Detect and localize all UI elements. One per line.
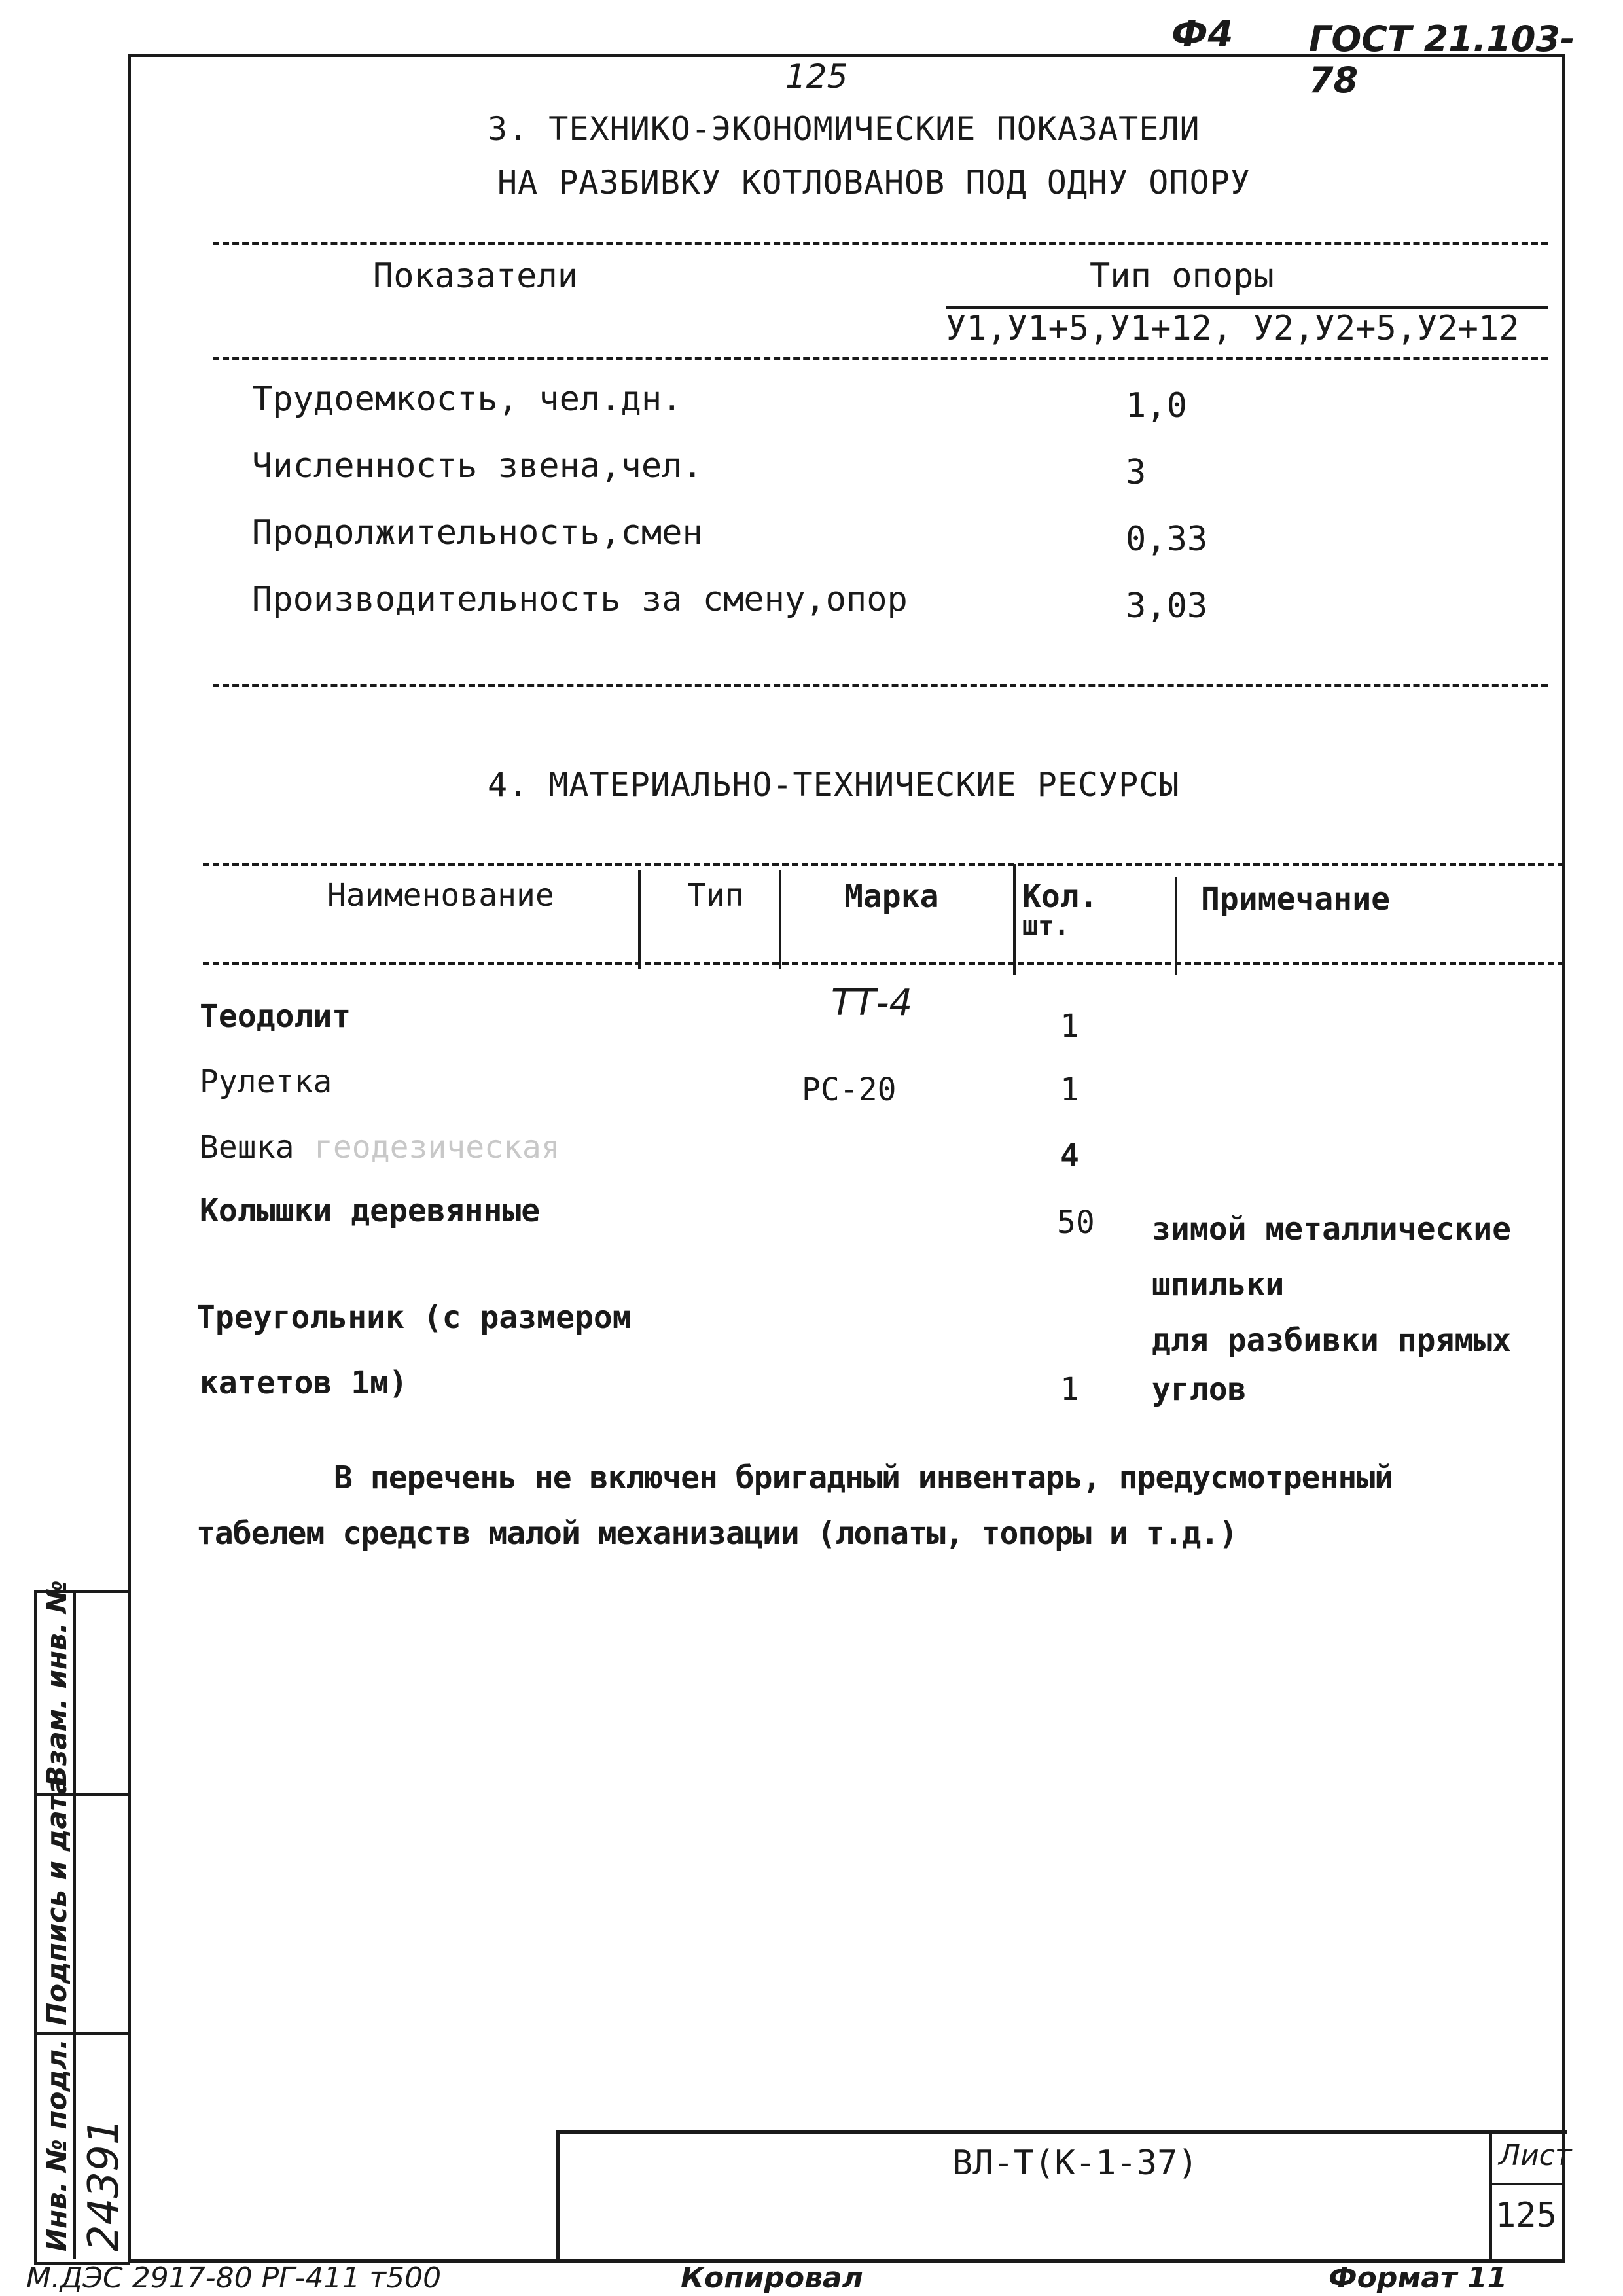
side-archive-row-divider <box>34 2032 128 2035</box>
footer-copied-label: Копировал <box>681 2261 863 2295</box>
table3-header-type-sub: У1,У1+5,У1+12, У2,У2+5,У2+12 <box>946 309 1520 348</box>
table3-header-dash <box>213 357 1548 360</box>
table4-row-note-cont: шпильки <box>1152 1266 1285 1303</box>
table3-row-value: 3,03 <box>1126 586 1208 626</box>
side-archive-column-divider <box>73 1590 76 2259</box>
table3-row-label: Трудоемкость, чел.дн. <box>252 380 683 419</box>
side-inv-original-label: Инв. № подл. <box>41 2039 73 2251</box>
table4-col-divider <box>638 870 641 969</box>
table3-row-label: Производительность за смену,опор <box>252 580 908 619</box>
table3-row-value: 1,0 <box>1126 386 1187 425</box>
side-signature-date-label: Подпись и дата <box>41 1776 73 2026</box>
table4-row-name: Треугольник (с размером <box>196 1299 632 1336</box>
table4-row-note: для разбивки прямых <box>1152 1322 1512 1359</box>
table4-col-divider <box>1175 877 1177 975</box>
stamp-sheet-label: Лист <box>1499 2139 1572 2172</box>
footer-format-label: Формат 11 <box>1329 2261 1508 2295</box>
footer-order-number: М.ДЭС 2917-80 РГ-411 т500 <box>26 2261 442 2295</box>
form-mark: Ф4 <box>1171 13 1234 56</box>
table4-col-divider <box>779 870 781 969</box>
handwritten-page-number: 125 <box>785 58 848 96</box>
side-replace-inv-label: Взам. инв. № <box>41 1580 73 1787</box>
table4-row-brand: РС-20 <box>802 1071 897 1108</box>
table3-row-value: 0,33 <box>1126 520 1208 559</box>
table3-row-label: Продолжительность,смен <box>252 513 703 552</box>
table4-row-name: Рулетка <box>200 1064 332 1100</box>
table4-header-note: Примечание <box>1201 881 1390 918</box>
table4-top-dash <box>203 863 1564 866</box>
table3-top-dash <box>213 242 1548 245</box>
gost-reference: ГОСТ 21.103-78 <box>1309 18 1575 101</box>
side-inv-number: 24391 <box>80 2118 128 2251</box>
table4-col-divider <box>1013 864 1016 975</box>
stamp-sheet-row-divider <box>1489 2183 1564 2185</box>
table4-row-qty: 1 <box>1060 1071 1079 1108</box>
table4-header-type: Тип <box>687 877 744 914</box>
table4-header-qty: Кол. <box>1022 878 1098 915</box>
table4-row-note: зимой металлические <box>1152 1211 1512 1247</box>
table3-bottom-dash <box>213 684 1548 687</box>
table4-row-qty: 4 <box>1060 1138 1079 1174</box>
table4-row-name: Вешка <box>200 1129 294 1166</box>
table4-row-qty: 1 <box>1060 1008 1079 1045</box>
footnote-line1: В перечень не включен бригадный инвентарь, предусмотренный <box>334 1460 1393 1496</box>
table4-row-qty: 1 <box>1060 1371 1079 1408</box>
stamp-document-code: ВЛ-Т(К-1-37) <box>952 2144 1198 2183</box>
table4-row-name: Колышки деревянные <box>200 1193 541 1229</box>
table4-row-qty: 50 <box>1057 1204 1095 1241</box>
table4-header-brand: Марка <box>844 878 939 915</box>
table4-row-note-cont: углов <box>1152 1371 1247 1408</box>
table4-header-dash <box>203 962 1564 965</box>
section3-title-line1: 3. ТЕХНИКО-ЭКОНОМИЧЕСКИЕ ПОКАЗАТЕЛИ <box>488 110 1200 148</box>
table3-row-value: 3 <box>1126 453 1147 492</box>
table4-header-qty-unit: шт. <box>1022 911 1070 941</box>
stamp-sheet-divider <box>1489 2130 1492 2259</box>
table4-row-name: Теодолит <box>200 998 351 1035</box>
frame-right-border <box>1562 54 1565 2259</box>
table4-row-name-faded: геодезическая <box>314 1129 560 1166</box>
footnote-line2: табелем средств малой механизации (лопаты, топоры и т.д.) <box>196 1515 1238 1552</box>
table4-row-name-cont: катетов 1м) <box>200 1365 408 1401</box>
table3-row-label: Численность звена,чел. <box>252 446 703 486</box>
stamp-sheet-number: 125 <box>1495 2196 1557 2235</box>
table4-row-brand: ТТ-4 <box>831 982 913 1024</box>
table3-header-type: Тип опоры <box>1090 257 1274 296</box>
section4-title: 4. МАТЕРИАЛЬНО-ТЕХНИЧЕСКИЕ РЕСУРСЫ <box>488 766 1180 804</box>
table4-header-name: Наименование <box>327 877 554 914</box>
table3-header-indicator: Показатели <box>373 257 579 296</box>
section3-title-line2: НА РАЗБИВКУ КОТЛОВАНОВ ПОД ОДНУ ОПОРУ <box>497 164 1251 202</box>
